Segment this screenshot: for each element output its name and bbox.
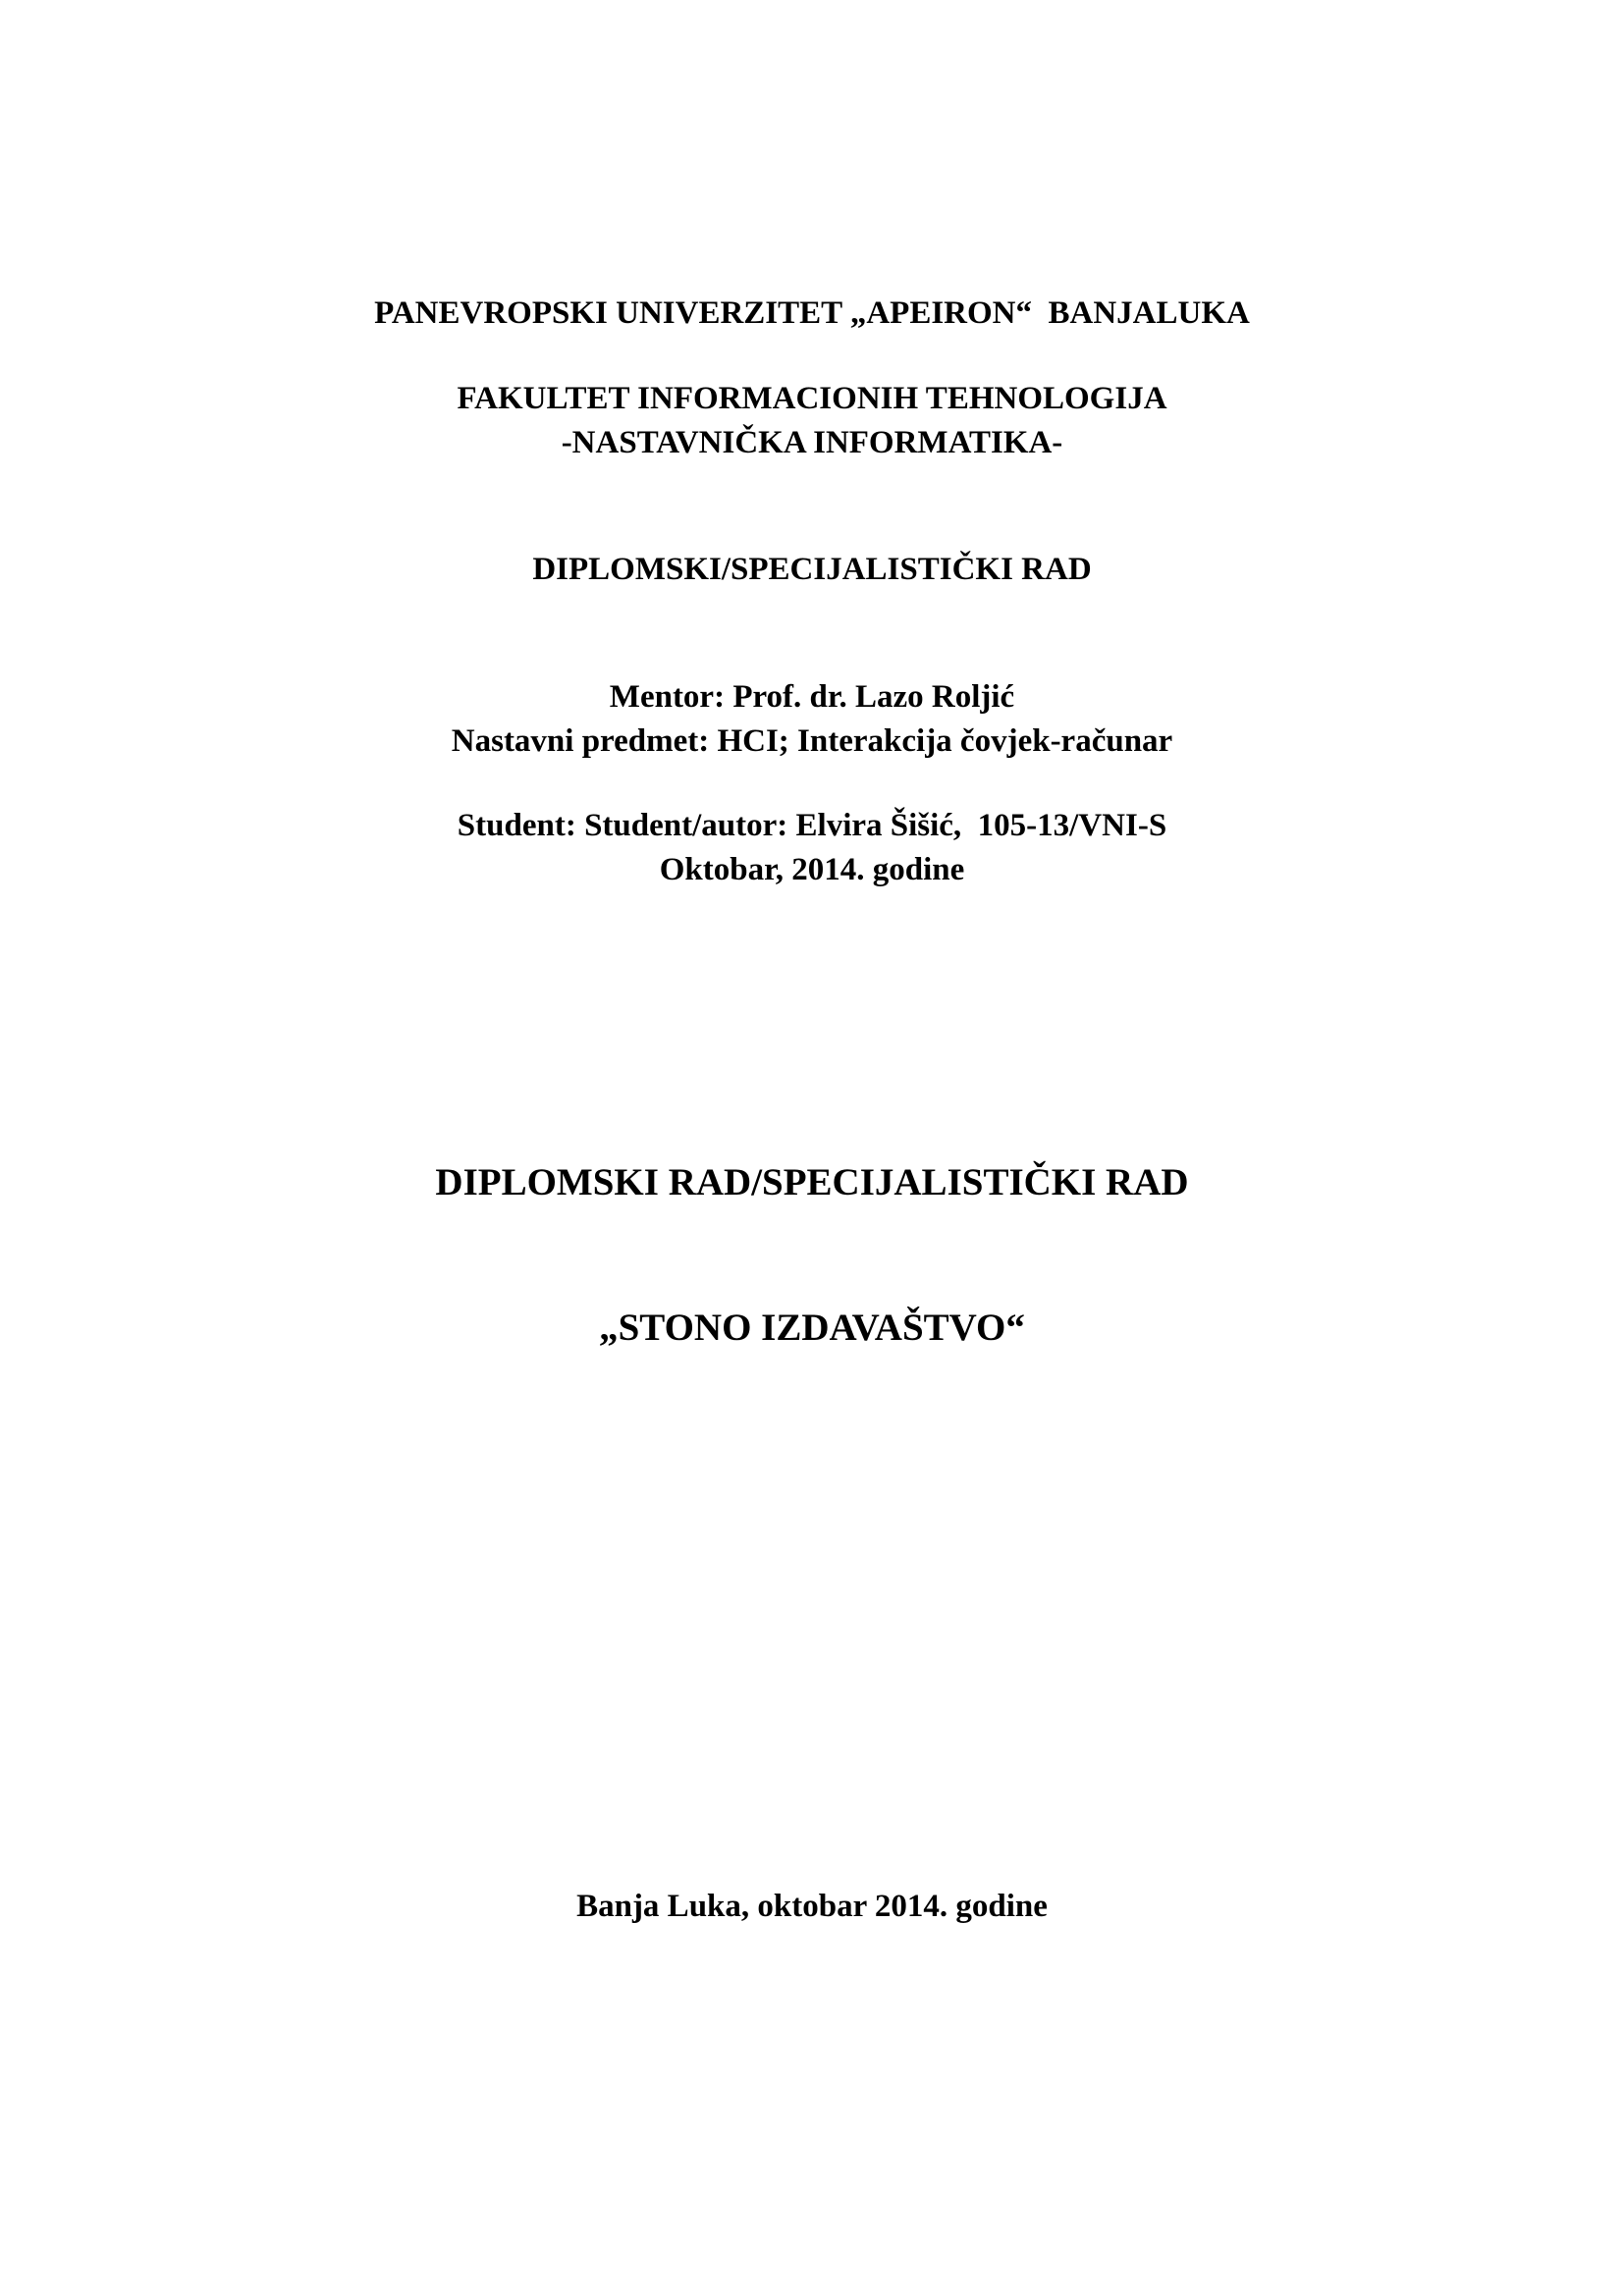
date-line: Oktobar, 2014. godine	[659, 852, 965, 887]
mentor-line: Mentor: Prof. dr. Lazo Roljić	[609, 679, 1015, 715]
subject-line: Nastavni predmet: HCI; Interakcija čovjek-računar	[451, 723, 1173, 759]
thesis-heading: DIPLOMSKI RAD/SPECIJALISTIČKI RAD	[435, 1161, 1189, 1203]
place-and-date: Banja Luka, oktobar 2014. godine	[576, 1889, 1048, 1924]
thesis-title: „STONO IZDAVAŠTVO“	[599, 1307, 1025, 1349]
university-name: PANEVROPSKI UNIVERZITET „APEIRON“ BANJALUKA	[374, 295, 1250, 331]
study-program: -NASTAVNIČKA INFORMATIKA-	[561, 425, 1063, 460]
student-line: Student: Student/autor: Elvira Šišić, 105-13/VNI-S	[457, 808, 1167, 843]
thesis-type: DIPLOMSKI/SPECIJALISTIČKI RAD	[532, 552, 1092, 587]
faculty-name: FAKULTET INFORMACIONIH TEHNOLOGIJA	[457, 381, 1167, 416]
